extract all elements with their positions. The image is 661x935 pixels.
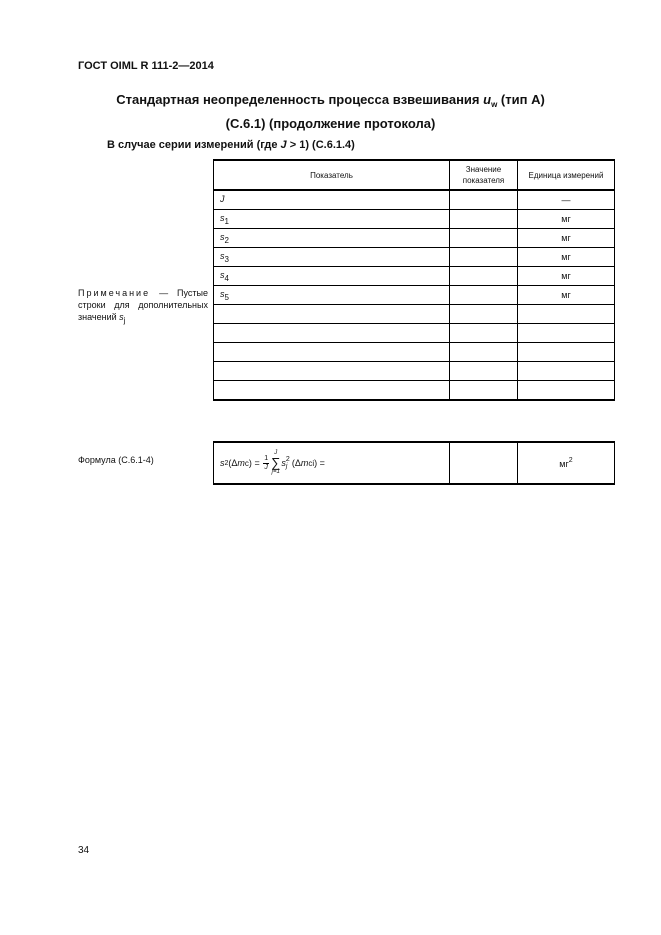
indicator-name: J [220, 193, 225, 204]
row-indicator-cell [214, 305, 450, 324]
title-variable: u [483, 92, 492, 107]
section-subtitle [107, 139, 355, 151]
note-variable: s [119, 312, 124, 322]
row-indicator-cell [214, 343, 450, 362]
row-unit-cell [518, 305, 615, 324]
row-indicator-cell [214, 229, 450, 248]
table-row [214, 248, 615, 267]
subtitle-suffix: > 1) (C.6.1.4) [286, 139, 355, 151]
sum-lower: j=1 [271, 469, 280, 475]
formula-s: s [220, 458, 225, 468]
indicator-name: s [220, 231, 225, 242]
row-unit-cell: мг [518, 248, 615, 267]
row-unit-cell [518, 362, 615, 381]
indicator-subscript: 3 [224, 254, 229, 264]
row-value-cell[interactable] [450, 267, 518, 286]
formula-sum [271, 450, 280, 476]
formula-m: m [237, 458, 245, 468]
fraction-numerator: 1 [264, 454, 269, 462]
note-variable-subscript: j [123, 316, 126, 325]
row-unit-cell [518, 324, 615, 343]
formula-unit-cell [518, 442, 615, 484]
row-value-cell[interactable] [450, 190, 518, 210]
row-unit-cell [518, 381, 615, 401]
table-row [214, 229, 615, 248]
row-unit-cell [518, 343, 615, 362]
formula-m-subscript: c [244, 458, 249, 468]
formula-unit: мг [559, 459, 569, 469]
title-text: Стандартная неопределенность процесса взвешивания [116, 92, 484, 107]
sum-symbol: ∑ [271, 455, 281, 470]
indicator-name: s [220, 288, 225, 299]
measurement-table [213, 159, 615, 401]
subtitle-text: В случае серии измерений (где [107, 139, 281, 151]
section-title-line2: (C.6.1) (продолжение протокола) [225, 116, 436, 131]
row-value-cell[interactable] [450, 286, 518, 305]
formula-delta-2: Δ [294, 458, 301, 468]
table-row [214, 381, 615, 401]
row-indicator-cell [214, 381, 450, 401]
formula-delta: Δ [231, 458, 238, 468]
formula-cell [214, 442, 450, 484]
row-value-cell[interactable] [450, 248, 518, 267]
formula-equals: = [254, 458, 260, 468]
row-value-cell[interactable] [450, 381, 518, 401]
row-unit-cell: мг [518, 267, 615, 286]
formula-expression [220, 450, 443, 476]
table-row [214, 190, 615, 210]
formula-s-j-subscript: j [285, 463, 288, 470]
row-indicator-cell [214, 286, 450, 305]
row-unit-cell: мг [518, 210, 615, 229]
title-suffix: (тип А) [497, 92, 545, 107]
formula-rparen: ) [248, 458, 252, 468]
formula-lparen-2: ( [291, 458, 295, 468]
table-note [78, 287, 208, 327]
indicator-subscript: 1 [224, 216, 229, 226]
row-value-cell[interactable] [450, 343, 518, 362]
formula-table [213, 441, 615, 485]
row-unit-cell: — [518, 190, 615, 210]
indicator-name: s [220, 212, 225, 223]
formula-m-ci-subscript: ci [308, 458, 315, 468]
table-header-row [214, 160, 615, 190]
row-indicator-cell [214, 324, 450, 343]
row-value-cell[interactable] [450, 305, 518, 324]
row-indicator-cell [214, 267, 450, 286]
document-header: ГОСТ OIML R 111-2—2014 [78, 60, 214, 72]
table-row [214, 305, 615, 324]
subtitle-variable: J [280, 139, 287, 151]
indicator-name: s [220, 269, 225, 280]
formula-s-j-square: 2 [285, 456, 290, 463]
row-unit-cell: мг [518, 286, 615, 305]
column-header-value: Значение показателя [450, 160, 518, 190]
row-indicator-cell [214, 210, 450, 229]
row-unit-cell: мг [518, 229, 615, 248]
row-indicator-cell [214, 248, 450, 267]
row-value-cell[interactable] [450, 362, 518, 381]
indicator-subscript: 5 [224, 292, 229, 302]
table-row [214, 362, 615, 381]
table-row [214, 324, 615, 343]
formula-value-cell[interactable] [450, 442, 518, 484]
formula-tail-equals: = [319, 458, 325, 468]
formula-label: Формула (C.6.1-4) [78, 455, 154, 465]
note-text: — Пустые строки для дополнительных значений [78, 288, 208, 322]
indicator-name: s [220, 250, 225, 261]
page-number: 34 [78, 845, 90, 856]
row-value-cell[interactable] [450, 229, 518, 248]
row-indicator-cell [214, 190, 450, 210]
formula-row [214, 442, 615, 484]
note-label: Примечание [78, 288, 151, 298]
column-header-unit: Единица измерений [518, 160, 615, 190]
indicator-subscript: 4 [224, 273, 229, 283]
formula-rparen-2: ) [314, 458, 318, 468]
formula-fraction [263, 455, 269, 472]
sum-upper: J [274, 450, 278, 456]
title-variable-subscript: w [491, 100, 498, 109]
formula-unit-square: 2 [568, 457, 573, 464]
table-row [214, 286, 615, 305]
formula-square: 2 [224, 459, 229, 467]
formula-m-2: m [300, 458, 309, 468]
table-row [214, 210, 615, 229]
row-value-cell[interactable] [450, 324, 518, 343]
formula-sup-sub [286, 456, 290, 470]
section-title [0, 92, 661, 109]
column-header-indicator: Показатель [214, 160, 450, 190]
indicator-subscript: 2 [224, 235, 229, 245]
row-indicator-cell [214, 362, 450, 381]
table-row [214, 343, 615, 362]
formula-s-j: s [281, 458, 286, 468]
fraction-denominator: J [264, 463, 268, 471]
table-row [214, 267, 615, 286]
formula-lparen: ( [228, 458, 232, 468]
row-value-cell[interactable] [450, 210, 518, 229]
